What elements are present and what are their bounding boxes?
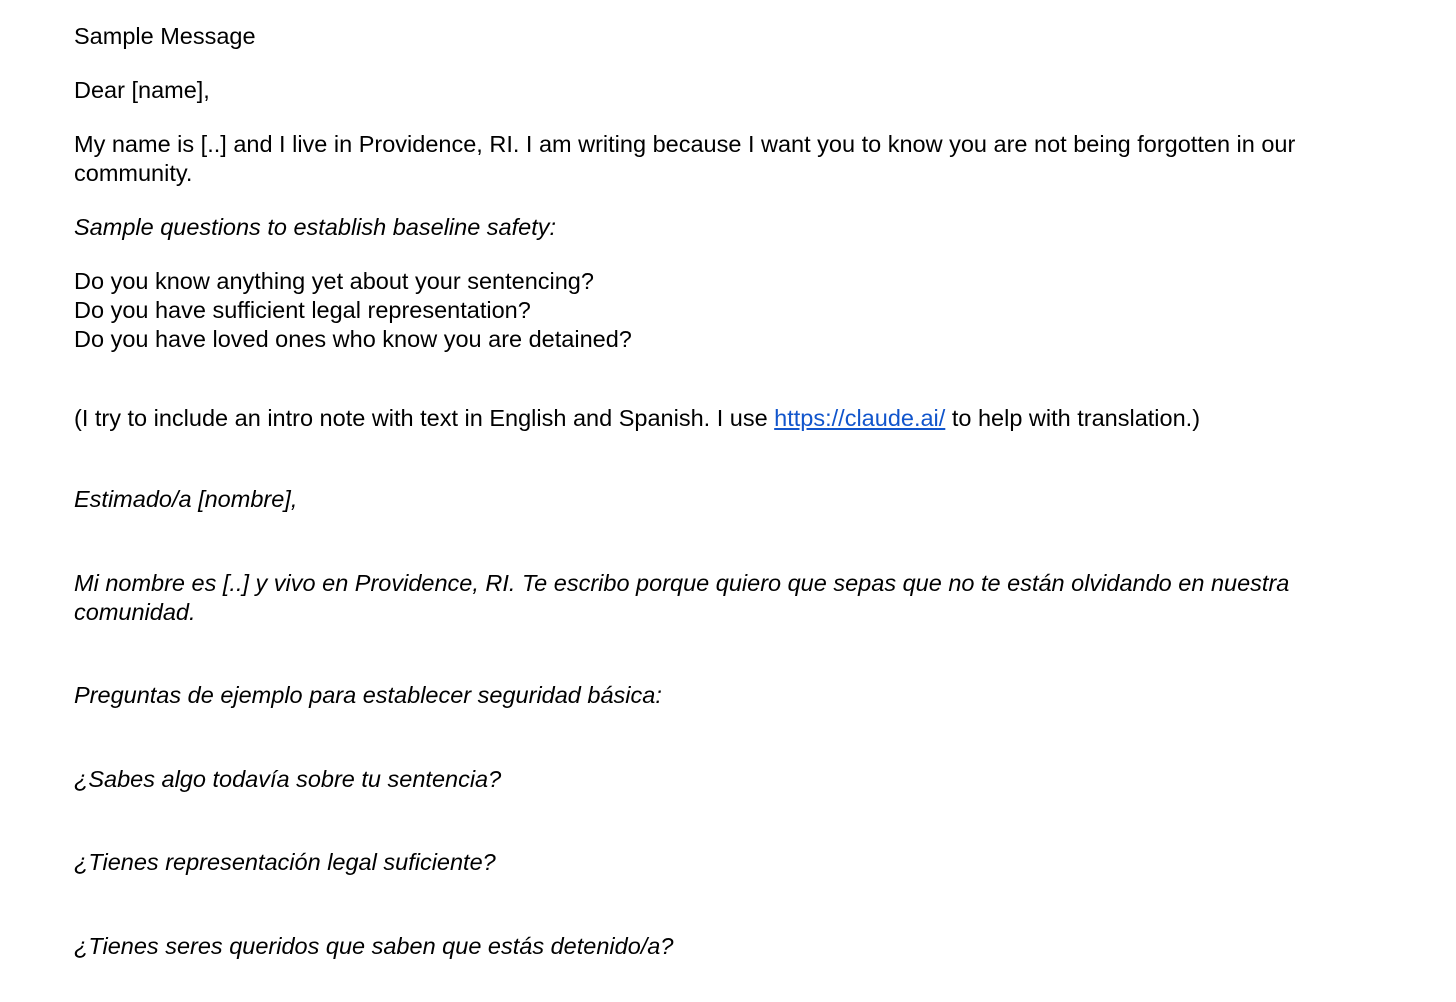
questions-heading: Sample questions to establish baseline safety: bbox=[74, 214, 557, 240]
translation-note-after: to help with translation.) bbox=[945, 405, 1201, 431]
question-item: Do you have loved ones who know you are detained? bbox=[74, 326, 632, 352]
question-item: Do you know anything yet about your sentencing? bbox=[74, 268, 594, 294]
spanish-question-item: ¿Sabes algo todavía sobre tu sentencia? bbox=[74, 766, 502, 792]
questions-list bbox=[74, 267, 1404, 354]
claude-link[interactable]: https://claude.ai/ bbox=[774, 405, 946, 431]
spanish-question-item: ¿Tienes representación legal suficiente? bbox=[74, 849, 496, 875]
greeting: Dear [name], bbox=[74, 77, 210, 103]
spanish-intro-paragraph: Mi nombre es [..] y vivo en Providence, RI. Te escribo porque quiero que sepas que no te están olvidando en nuestra comunidad. bbox=[74, 570, 1290, 625]
intro-paragraph: My name is [..] and I live in Providence, RI. I am writing because I want you to know you are not being forgotten in our community. bbox=[74, 131, 1296, 186]
translation-note-before: (I try to include an intro note with text in English and Spanish. I use bbox=[74, 405, 775, 431]
spanish-question-item: ¿Tienes seres queridos que saben que estás detenido/a? bbox=[74, 933, 674, 959]
spanish-questions-heading: Preguntas de ejemplo para establecer seguridad básica: bbox=[74, 682, 662, 708]
question-item: Do you have sufficient legal representation? bbox=[74, 297, 531, 323]
document-title: Sample Message bbox=[74, 23, 256, 49]
spanish-greeting: Estimado/a [nombre], bbox=[74, 486, 298, 512]
translation-note bbox=[74, 404, 1404, 433]
